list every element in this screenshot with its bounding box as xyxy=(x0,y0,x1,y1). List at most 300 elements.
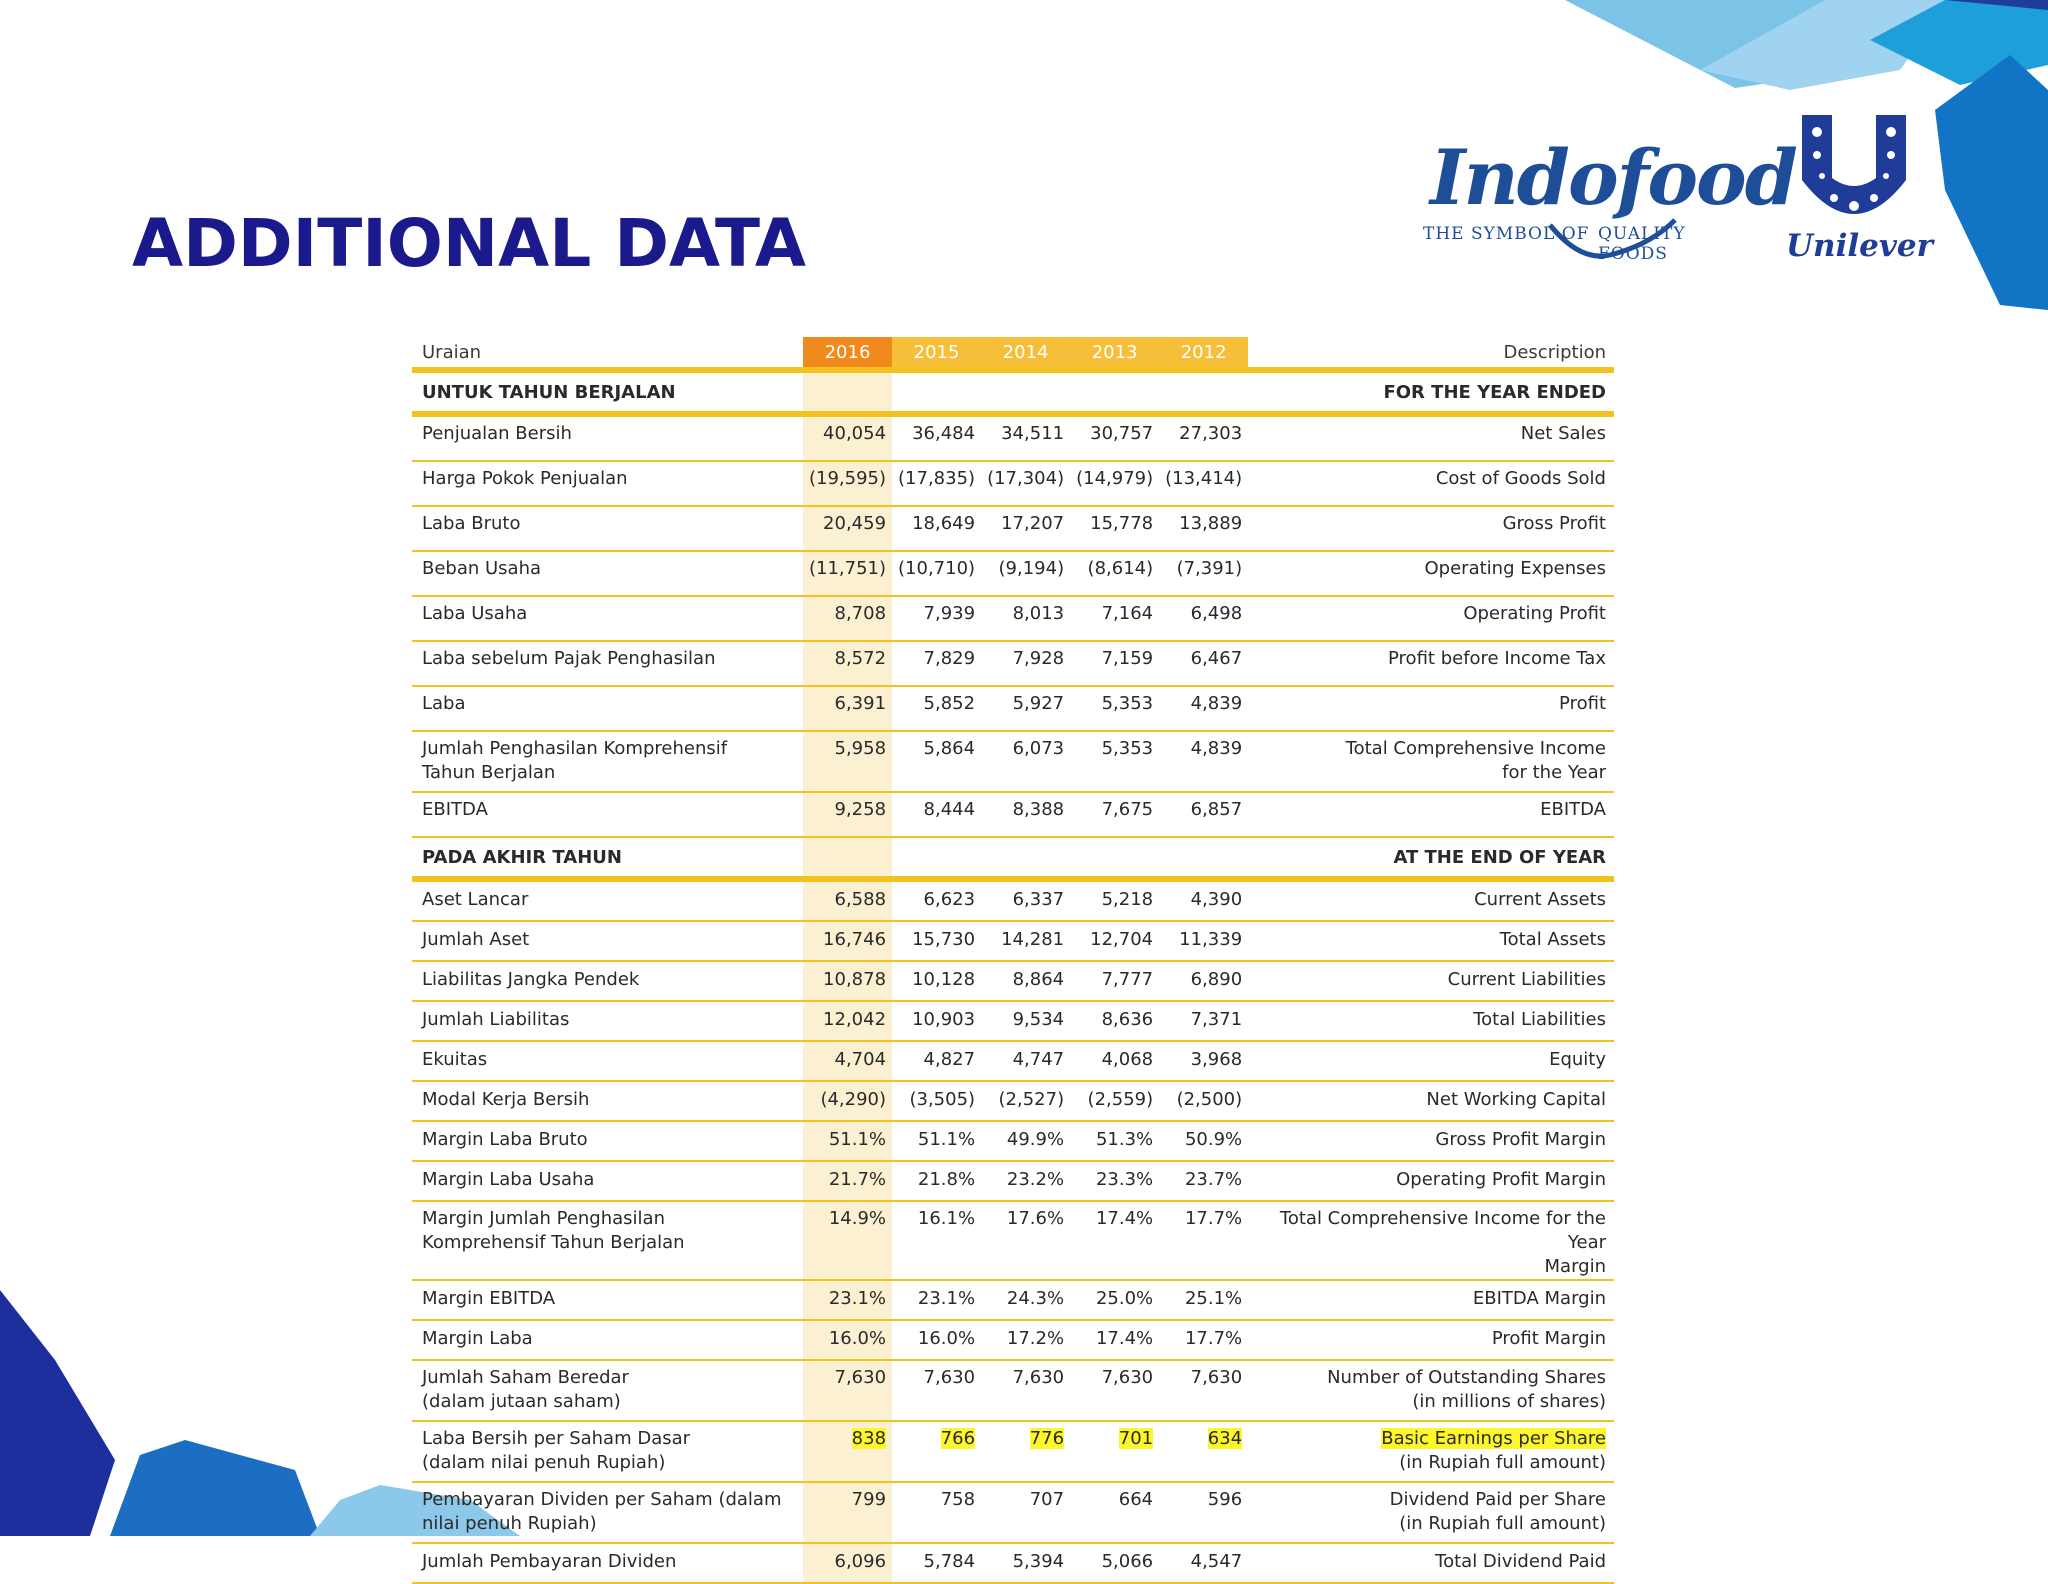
cell-value: 23.7% xyxy=(1184,1169,1243,1190)
table-row xyxy=(412,1201,1614,1280)
highlighted-value: 766 xyxy=(940,1428,976,1449)
row-description-line1: EBITDA Margin xyxy=(1472,1288,1606,1309)
value-cell xyxy=(803,1280,892,1320)
value-cell xyxy=(1070,596,1159,641)
value-cell xyxy=(803,414,892,461)
row-description-line1: Net Working Capital xyxy=(1426,1089,1606,1110)
cell-value: 4,747 xyxy=(1012,1049,1065,1070)
value-cell xyxy=(892,1482,981,1543)
cell-value: 7,159 xyxy=(1101,648,1154,669)
cell-value: 4,390 xyxy=(1190,889,1243,910)
value-cell xyxy=(892,506,981,551)
table-row xyxy=(412,596,1614,641)
row-label xyxy=(412,921,803,961)
row-description-line1-wrap xyxy=(1254,470,1606,488)
row-label-line1: Modal Kerja Bersih xyxy=(422,1089,590,1110)
row-description-line1-wrap xyxy=(1254,1207,1606,1255)
row-description-line1-wrap xyxy=(1254,650,1606,668)
row-label xyxy=(412,686,803,731)
value-cell xyxy=(1159,1320,1248,1360)
row-label xyxy=(412,731,803,792)
cell-value: 51.1% xyxy=(917,1129,976,1150)
row-label-line1: Jumlah Aset xyxy=(422,929,530,950)
value-cell xyxy=(1159,551,1248,596)
value-cell xyxy=(1159,1543,1248,1583)
row-description-line1-wrap xyxy=(1254,969,1606,990)
row-label xyxy=(412,1081,803,1121)
value-cell xyxy=(1159,686,1248,731)
row-description xyxy=(1248,921,1614,961)
row-description-line2: (in Rupiah full amount) xyxy=(1399,1452,1606,1473)
row-label-line1: Jumlah Liabilitas xyxy=(422,1009,570,1030)
cell-value: 6,467 xyxy=(1190,648,1243,669)
row-label-line1: Laba xyxy=(422,693,466,714)
cell-value: (8,614) xyxy=(1087,558,1154,579)
cell-value: 6,623 xyxy=(923,889,976,910)
value-cell xyxy=(803,1421,892,1482)
value-cell xyxy=(1159,1360,1248,1421)
cell-value: 7,777 xyxy=(1101,969,1154,990)
value-cell xyxy=(1159,731,1248,792)
row-label-line2: Komprehensif Tahun Berjalan xyxy=(422,1232,685,1253)
cell-value: 12,704 xyxy=(1090,929,1154,950)
value-cell xyxy=(1070,1482,1159,1543)
empty-cell xyxy=(1159,837,1248,879)
row-label xyxy=(412,792,803,837)
row-label-line1: Penjualan Bersih xyxy=(422,423,572,444)
row-description-line1-wrap xyxy=(1254,889,1606,910)
cell-value: 21.8% xyxy=(917,1169,976,1190)
cell-value: (2,559) xyxy=(1087,1089,1154,1110)
value-cell xyxy=(803,961,892,1001)
row-description-line1-wrap xyxy=(1254,1488,1606,1512)
value-cell xyxy=(1159,1081,1248,1121)
row-description xyxy=(1248,506,1614,551)
header-label: Uraian xyxy=(412,337,803,370)
cell-value: 9,258 xyxy=(834,799,887,820)
row-description xyxy=(1248,1201,1614,1280)
cell-value: 17.4% xyxy=(1095,1208,1154,1229)
value-cell xyxy=(803,1121,892,1161)
table-row xyxy=(412,1421,1614,1482)
row-label-line2: (dalam nilai penuh Rupiah) xyxy=(422,1452,666,1473)
row-label xyxy=(412,461,803,506)
value-cell xyxy=(892,792,981,837)
value-cell xyxy=(892,1121,981,1161)
cell-value: 23.3% xyxy=(1095,1169,1154,1190)
section-label: UNTUK TAHUN BERJALAN xyxy=(412,370,803,414)
row-description xyxy=(1248,1001,1614,1041)
table-row xyxy=(412,961,1614,1001)
cell-value: 707 xyxy=(1029,1489,1065,1510)
value-cell xyxy=(1070,1121,1159,1161)
row-description-line1: Number of Outstanding Shares xyxy=(1327,1367,1606,1388)
value-cell xyxy=(892,1280,981,1320)
cell-value: 7,164 xyxy=(1101,603,1154,624)
value-cell xyxy=(1070,731,1159,792)
value-cell xyxy=(981,641,1070,686)
value-cell xyxy=(803,731,892,792)
financial-data-table xyxy=(412,337,1614,1584)
header-year-2013: 2013 xyxy=(1070,337,1159,370)
value-cell xyxy=(1070,1360,1159,1421)
row-description xyxy=(1248,1421,1614,1482)
cell-value: 23.2% xyxy=(1006,1169,1065,1190)
value-cell xyxy=(1159,1482,1248,1543)
row-description-line1: Operating Expenses xyxy=(1424,558,1606,579)
value-cell xyxy=(892,1421,981,1482)
value-cell xyxy=(1159,1121,1248,1161)
value-cell xyxy=(803,1360,892,1421)
cell-value: 23.1% xyxy=(917,1288,976,1309)
row-label-line1: Margin EBITDA xyxy=(422,1288,556,1309)
value-cell xyxy=(1159,1041,1248,1081)
value-cell xyxy=(981,1280,1070,1320)
row-label xyxy=(412,551,803,596)
value-cell xyxy=(1070,1421,1159,1482)
table-row xyxy=(412,1543,1614,1583)
value-cell xyxy=(981,1482,1070,1543)
row-description-line1-wrap xyxy=(1254,425,1606,443)
cell-value: 7,939 xyxy=(923,603,976,624)
cell-value: 7,630 xyxy=(1012,1367,1065,1388)
cell-value: 4,827 xyxy=(923,1049,976,1070)
value-cell xyxy=(981,1201,1070,1280)
cell-value: 758 xyxy=(940,1489,976,1510)
cell-value: 6,890 xyxy=(1190,969,1243,990)
cell-value: 17.7% xyxy=(1184,1208,1243,1229)
table-row xyxy=(412,641,1614,686)
cell-value: 50.9% xyxy=(1184,1129,1243,1150)
cell-value: 5,864 xyxy=(923,738,976,759)
value-cell xyxy=(981,921,1070,961)
row-description-line1: Total Comprehensive Income xyxy=(1345,738,1606,759)
row-label xyxy=(412,1360,803,1421)
value-cell xyxy=(1070,686,1159,731)
section-description: FOR THE YEAR ENDED xyxy=(1248,370,1614,414)
value-cell xyxy=(1070,1081,1159,1121)
row-label xyxy=(412,961,803,1001)
cell-value: 8,013 xyxy=(1012,603,1065,624)
cell-value: 34,511 xyxy=(1001,423,1065,444)
value-cell xyxy=(981,1041,1070,1081)
table-row xyxy=(412,1001,1614,1041)
cell-value: 7,630 xyxy=(1101,1367,1154,1388)
cell-value: 8,444 xyxy=(923,799,976,820)
cell-value: (13,414) xyxy=(1165,468,1243,489)
row-description xyxy=(1248,1482,1614,1543)
header-year-2012: 2012 xyxy=(1159,337,1248,370)
row-description-line1-wrap xyxy=(1254,737,1606,761)
cell-value: (19,595) xyxy=(809,468,887,489)
row-label-line1: Liabilitas Jangka Pendek xyxy=(422,969,640,990)
indofood-logo-wordmark: Indofood xyxy=(1430,133,1796,222)
row-description xyxy=(1248,596,1614,641)
row-label-line1: Jumlah Saham Beredar xyxy=(422,1367,629,1388)
cell-value: 8,636 xyxy=(1101,1009,1154,1030)
value-cell xyxy=(892,1543,981,1583)
row-label xyxy=(412,1121,803,1161)
value-cell xyxy=(1070,792,1159,837)
row-description xyxy=(1248,1161,1614,1201)
value-cell xyxy=(1070,1001,1159,1041)
cell-value: 8,388 xyxy=(1012,799,1065,820)
indofood-tagline-left: THE SYMBOL OF xyxy=(1423,224,1590,244)
value-cell xyxy=(981,414,1070,461)
row-description xyxy=(1248,1543,1614,1583)
value-cell xyxy=(1159,792,1248,837)
value-cell xyxy=(981,1320,1070,1360)
cell-value: (2,500) xyxy=(1176,1089,1243,1110)
cell-value: (3,505) xyxy=(909,1089,976,1110)
value-cell xyxy=(892,961,981,1001)
cell-value: 24.3% xyxy=(1006,1288,1065,1309)
cell-value: 5,394 xyxy=(1012,1551,1065,1572)
header-description: Description xyxy=(1248,337,1614,370)
cell-value: 4,547 xyxy=(1190,1551,1243,1572)
empty-cell xyxy=(981,370,1070,414)
cell-value: 10,903 xyxy=(912,1009,976,1030)
value-cell xyxy=(803,1320,892,1360)
row-label-line1: EBITDA xyxy=(422,799,488,820)
row-label-line1: Harga Pokok Penjualan xyxy=(422,468,628,489)
value-cell xyxy=(1159,961,1248,1001)
value-cell xyxy=(981,461,1070,506)
value-cell xyxy=(803,792,892,837)
row-description xyxy=(1248,686,1614,731)
row-description-line1-wrap xyxy=(1254,929,1606,950)
row-label xyxy=(412,596,803,641)
cell-value: 8,708 xyxy=(834,603,887,624)
row-description-line1-wrap xyxy=(1254,515,1606,533)
cell-value: 9,534 xyxy=(1012,1009,1065,1030)
value-cell xyxy=(892,1081,981,1121)
cell-value: 7,675 xyxy=(1101,799,1154,820)
highlighted-value: 776 xyxy=(1029,1428,1065,1449)
value-cell xyxy=(981,1001,1070,1041)
value-cell xyxy=(1070,1201,1159,1280)
cell-value: 17.4% xyxy=(1095,1328,1154,1349)
cell-value: 7,630 xyxy=(1190,1367,1243,1388)
cell-value: 6,857 xyxy=(1190,799,1243,820)
row-label xyxy=(412,1280,803,1320)
cell-value: (14,979) xyxy=(1076,468,1154,489)
row-label-line1: Beban Usaha xyxy=(422,558,542,579)
value-cell xyxy=(803,506,892,551)
indofood-tagline-right: QUALITY FOODS xyxy=(1598,224,1686,264)
row-description-line1: Cost of Goods Sold xyxy=(1435,468,1606,489)
value-cell xyxy=(1070,461,1159,506)
cell-value: 4,068 xyxy=(1101,1049,1154,1070)
cell-value: 5,927 xyxy=(1012,693,1065,714)
table-row xyxy=(412,731,1614,792)
value-cell xyxy=(1070,414,1159,461)
row-description-line1-wrap xyxy=(1254,1049,1606,1070)
cell-value: 18,649 xyxy=(912,513,976,534)
value-cell xyxy=(892,879,981,921)
empty-cell xyxy=(892,370,981,414)
value-cell xyxy=(803,641,892,686)
cell-value: 5,784 xyxy=(923,1551,976,1572)
row-description xyxy=(1248,1320,1614,1360)
cell-value: 36,484 xyxy=(912,423,976,444)
cell-value: 40,054 xyxy=(823,423,887,444)
table-row xyxy=(412,414,1614,461)
cell-value: 27,303 xyxy=(1179,423,1243,444)
row-description-line1: Profit xyxy=(1559,693,1606,714)
cell-value: 6,073 xyxy=(1012,738,1065,759)
row-description-line1-wrap xyxy=(1254,1129,1606,1150)
cell-value: 16.1% xyxy=(917,1208,976,1229)
value-cell xyxy=(1159,506,1248,551)
cell-value: 5,218 xyxy=(1101,889,1154,910)
row-label-line1: Laba sebelum Pajak Penghasilan xyxy=(422,648,716,669)
value-cell xyxy=(892,1001,981,1041)
row-description-line1: Net Sales xyxy=(1520,423,1606,444)
empty-cell xyxy=(803,370,892,414)
row-label-line1: Laba Usaha xyxy=(422,603,528,624)
value-cell xyxy=(892,1161,981,1201)
cell-value: 7,371 xyxy=(1190,1009,1243,1030)
row-description-line1: Gross Profit Margin xyxy=(1435,1129,1606,1150)
row-label xyxy=(412,1482,803,1543)
cell-value: 17.7% xyxy=(1184,1328,1243,1349)
cell-value: 15,778 xyxy=(1090,513,1154,534)
cell-value: 51.3% xyxy=(1095,1129,1154,1150)
value-cell xyxy=(803,686,892,731)
cell-value: 596 xyxy=(1207,1489,1243,1510)
row-description xyxy=(1248,461,1614,506)
row-description-line1: Operating Profit xyxy=(1463,603,1606,624)
value-cell xyxy=(1070,506,1159,551)
row-description xyxy=(1248,551,1614,596)
value-cell xyxy=(892,461,981,506)
value-cell xyxy=(1070,1041,1159,1081)
value-cell xyxy=(1070,1320,1159,1360)
row-description xyxy=(1248,1041,1614,1081)
value-cell xyxy=(1159,461,1248,506)
value-cell xyxy=(981,1081,1070,1121)
row-description xyxy=(1248,792,1614,837)
table-row xyxy=(412,1482,1614,1543)
cell-value: 49.9% xyxy=(1006,1129,1065,1150)
value-cell xyxy=(803,551,892,596)
row-label-line1: Jumlah Pembayaran Dividen xyxy=(422,1551,677,1572)
cell-value: 16.0% xyxy=(828,1328,887,1349)
row-description-line1: Total Assets xyxy=(1499,929,1606,950)
row-label-line1: Margin Jumlah Penghasilan xyxy=(422,1208,665,1229)
cell-value: 23.1% xyxy=(828,1288,887,1309)
table-row xyxy=(412,461,1614,506)
row-label xyxy=(412,1320,803,1360)
value-cell xyxy=(1070,551,1159,596)
cell-value: 8,572 xyxy=(834,648,887,669)
row-description xyxy=(1248,731,1614,792)
value-cell xyxy=(892,551,981,596)
header-year-2015: 2015 xyxy=(892,337,981,370)
section-description: AT THE END OF YEAR xyxy=(1248,837,1614,879)
value-cell xyxy=(1070,1161,1159,1201)
row-label xyxy=(412,1543,803,1583)
cell-value: (4,290) xyxy=(820,1089,887,1110)
empty-cell xyxy=(1070,370,1159,414)
value-cell xyxy=(1159,1201,1248,1280)
cell-value: 5,353 xyxy=(1101,693,1154,714)
value-cell xyxy=(1070,1543,1159,1583)
row-description-line1: Dividend Paid per Share xyxy=(1389,1489,1606,1510)
row-label xyxy=(412,1161,803,1201)
empty-cell xyxy=(892,837,981,879)
row-label-line1: Jumlah Penghasilan Komprehensif xyxy=(422,738,728,759)
cell-value: 6,588 xyxy=(834,889,887,910)
cell-value: 8,864 xyxy=(1012,969,1065,990)
row-label xyxy=(412,879,803,921)
highlighted-value: 838 xyxy=(851,1428,887,1449)
row-description-line1: Equity xyxy=(1549,1049,1606,1070)
cell-value: (11,751) xyxy=(809,558,887,579)
row-label-line1: Laba Bruto xyxy=(422,513,521,534)
value-cell xyxy=(1070,879,1159,921)
row-description xyxy=(1248,1081,1614,1121)
value-cell xyxy=(1159,1280,1248,1320)
value-cell xyxy=(803,1482,892,1543)
row-description xyxy=(1248,1280,1614,1320)
value-cell xyxy=(981,731,1070,792)
cell-value: 25.0% xyxy=(1095,1288,1154,1309)
table-row xyxy=(412,1081,1614,1121)
row-label xyxy=(412,414,803,461)
row-description-line1: Profit before Income Tax xyxy=(1388,648,1606,669)
value-cell xyxy=(1159,596,1248,641)
cell-value: 20,459 xyxy=(823,513,887,534)
cell-value: 17,207 xyxy=(1001,513,1065,534)
row-description-line1-wrap xyxy=(1254,560,1606,578)
row-description-line2: for the Year xyxy=(1502,762,1606,783)
row-label xyxy=(412,506,803,551)
table-row xyxy=(412,879,1614,921)
cell-value: (10,710) xyxy=(898,558,976,579)
value-cell xyxy=(803,1201,892,1280)
cell-value: 13,889 xyxy=(1179,513,1243,534)
table-row xyxy=(412,921,1614,961)
cell-value: 51.1% xyxy=(828,1129,887,1150)
cell-value: 6,337 xyxy=(1012,889,1065,910)
cell-value: 17.6% xyxy=(1006,1208,1065,1229)
row-description-line1: Operating Profit Margin xyxy=(1396,1169,1606,1190)
table-row xyxy=(412,792,1614,837)
cell-value: 7,630 xyxy=(923,1367,976,1388)
value-cell xyxy=(981,1543,1070,1583)
row-description-line1: Total Comprehensive Income for the Year xyxy=(1279,1208,1606,1253)
value-cell xyxy=(1070,921,1159,961)
value-cell xyxy=(981,551,1070,596)
cell-value: (17,304) xyxy=(987,468,1065,489)
row-description-line1-wrap xyxy=(1254,1169,1606,1190)
cell-value: 5,353 xyxy=(1101,738,1154,759)
cell-value: 7,630 xyxy=(834,1367,887,1388)
row-description-line1: EBITDA xyxy=(1540,799,1606,820)
section-header-row xyxy=(412,837,1614,879)
table-row xyxy=(412,551,1614,596)
cell-value: 11,339 xyxy=(1179,929,1243,950)
row-description xyxy=(1248,414,1614,461)
row-description-line1-wrap xyxy=(1254,801,1606,819)
value-cell xyxy=(1159,1001,1248,1041)
table-row xyxy=(412,1280,1614,1320)
cell-value: (2,527) xyxy=(998,1089,1065,1110)
value-cell xyxy=(981,1161,1070,1201)
table-row xyxy=(412,1161,1614,1201)
